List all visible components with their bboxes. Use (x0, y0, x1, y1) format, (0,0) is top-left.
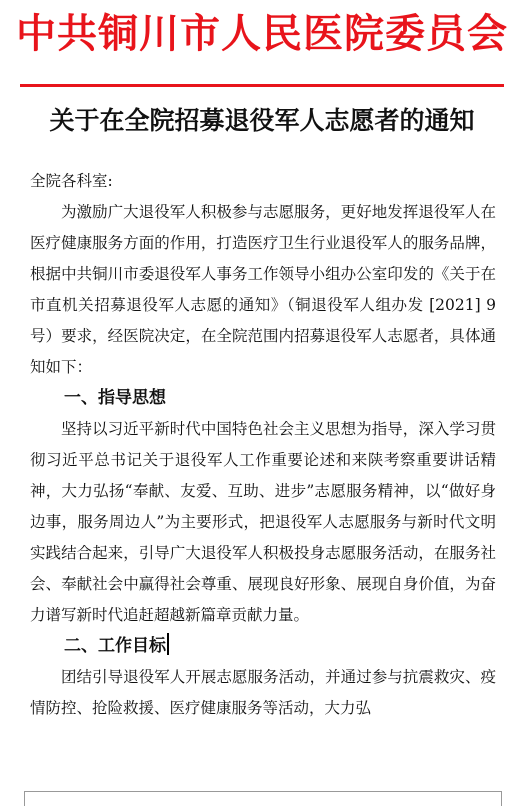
salutation: 全院各科室: (30, 172, 113, 190)
section-heading-text: 二、工作目标 (64, 636, 166, 656)
document-title: 关于在全院招募退役军人志愿者的通知 (49, 106, 475, 135)
section-heading-text: 一、指导思想 (64, 388, 166, 408)
document-body[interactable] (30, 166, 496, 724)
work-goals-paragraph: 团结引导退役军人开展志愿服务活动，并通过参与抗震救灾、疫情防控、抢险救援、医疗健康服务等活动，大力弘 (30, 668, 496, 717)
intro-paragraph: 为激励广大退役军人积极参与志愿服务，更好地发挥退役军人在医疗健康服务方面的作用，打造医疗卫生行业退役军人的服务品牌，根据中共铜川市委退役军人事务工作领导小组办公室印发的《关于在市直机关招募退役军人志愿的通知》（铜退役军人组办发 [2021] 9 号）要求，经医院决定，在全院范围内招募退役军人志愿者，具体通知如下： (30, 203, 496, 376)
text-cursor (167, 633, 169, 655)
document-header-org: 中共铜川市人民医院委员会 (16, 11, 508, 57)
section-heading-guiding-ideology (30, 383, 496, 414)
guiding-ideology-paragraph: 坚持以习近平新时代中国特色社会主义思想为指导，深入学习贯彻习近平总书记关于退役军人工作重要论述和来陕考察重要讲话精神，大力弘扬“奉献、友爱、互助、进步”志愿服务精神，以“做好身边事，服务周边人”为主要形式，把退役军人志愿服务与新时代文明实践结合起来，引导广大退役军人积极投身志愿服务活动，在服务社会、奉献社会中赢得社会尊重、展现良好形象、展现自身价值，为奋力谱写新时代追赶超越新篇章贡献力量。 (30, 420, 496, 624)
section-heading-work-goals (30, 631, 496, 662)
page-boundary (24, 791, 502, 806)
red-header-rule (20, 84, 504, 87)
